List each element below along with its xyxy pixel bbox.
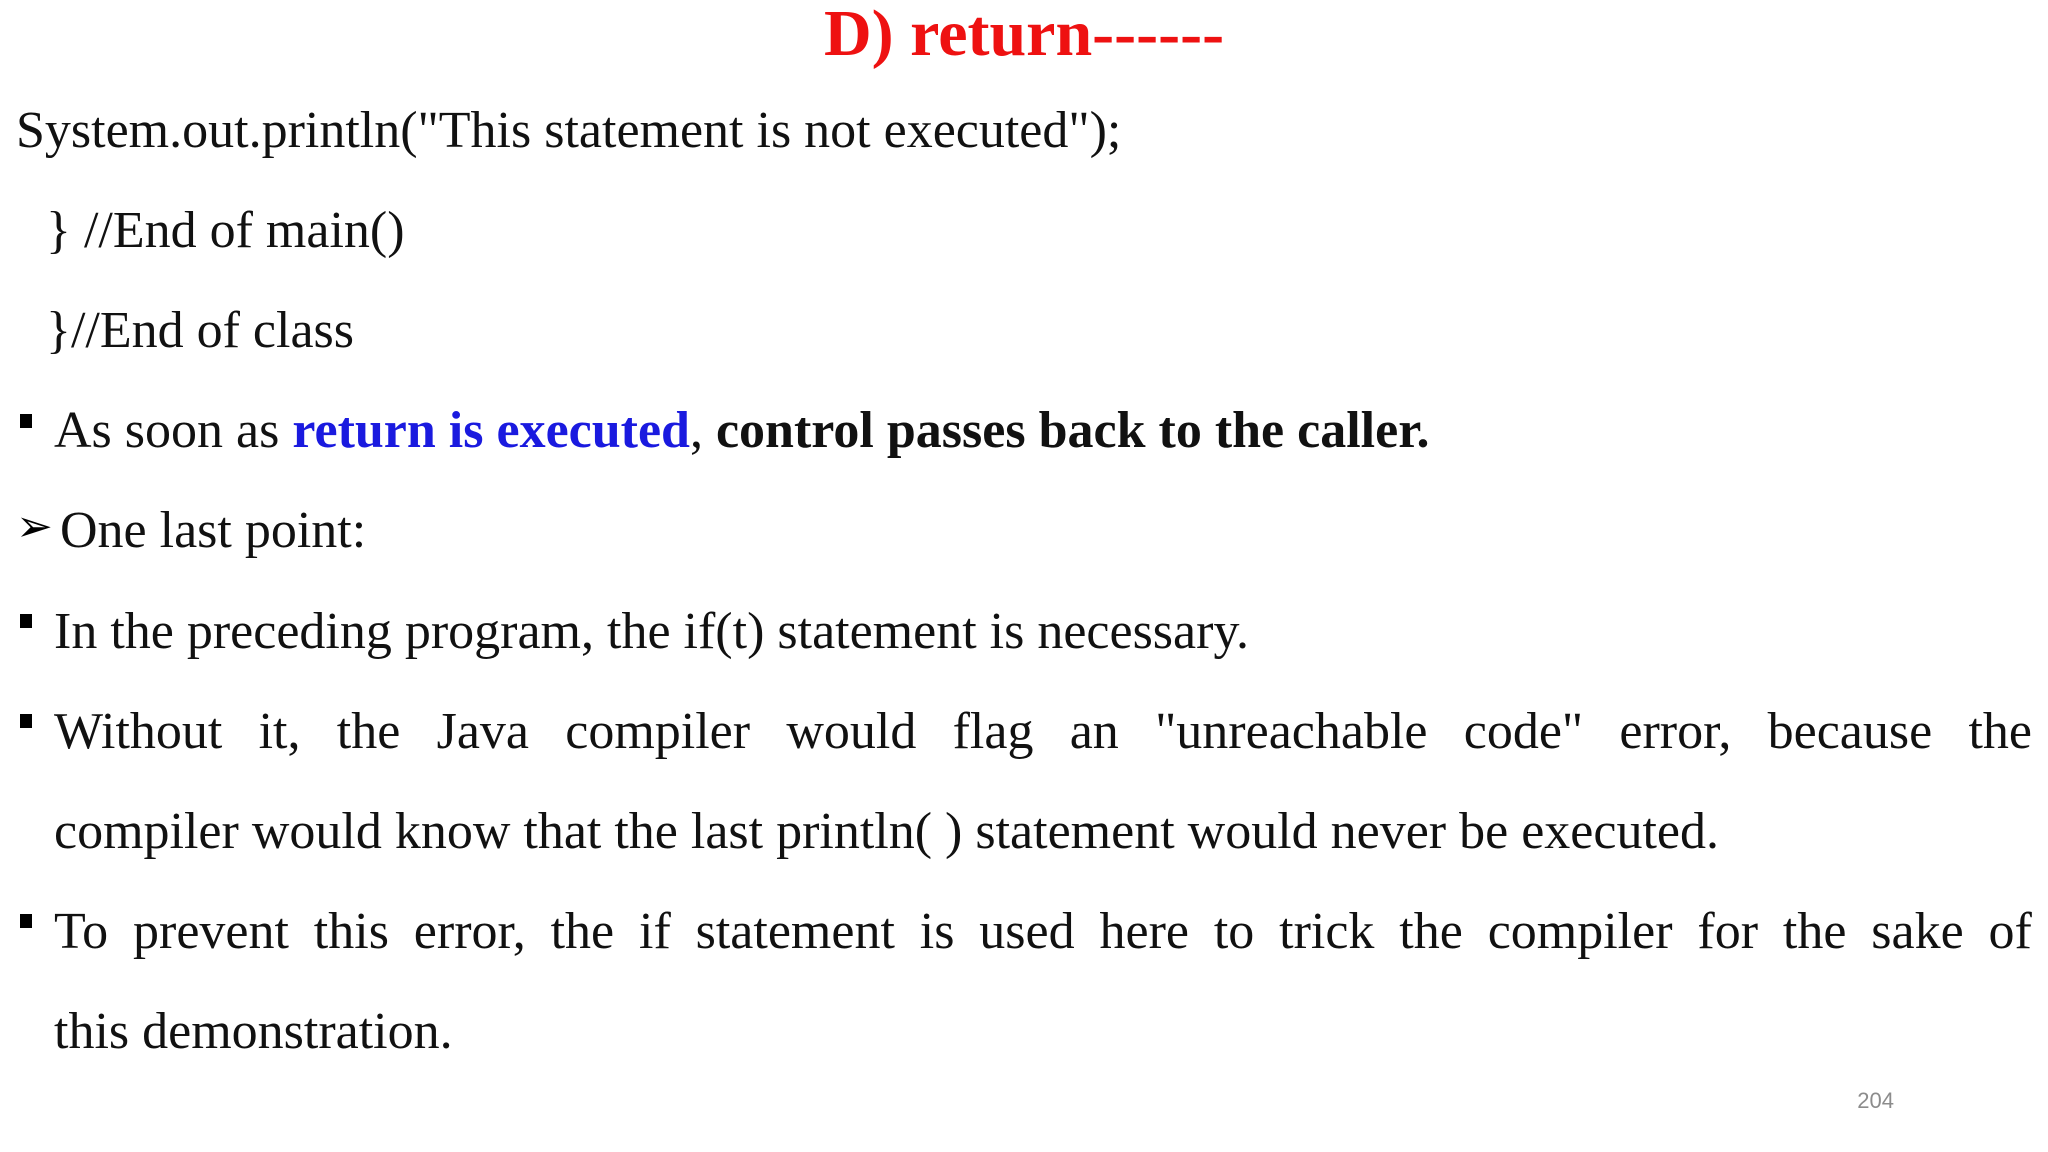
square-bullet-icon [20,614,32,628]
word: because [1767,703,1933,760]
arrow-bullet-icon: ➢ [16,501,53,552]
word: if [639,903,671,960]
word: would [786,703,917,760]
bold-control-passes: control passes back to the caller. [715,402,1430,459]
bullet-prevent-error-line1 [54,900,2032,964]
word: it, [258,703,301,760]
word: the [550,903,615,960]
page-number: 204 [1857,1088,1894,1113]
bullet-if-statement-necessary: In the preceding program, the if(t) statement is necessary. [54,603,1250,660]
code-line-end-class: }//End of class [46,302,355,359]
bullet-one-last-point: One last point: [60,502,367,559]
word: compiler [1487,903,1673,960]
bullet-prevent-error-line2: this demonstration. [54,1003,453,1060]
word: here [1099,903,1189,960]
word: is [919,903,955,960]
word: compiler [565,703,751,760]
square-bullet-icon [20,414,32,428]
word: the [1399,903,1463,960]
word: trick [1279,903,1375,960]
word: statement [695,903,895,960]
word: error, [413,903,526,960]
word: for [1697,903,1759,960]
word: prevent [133,903,289,960]
word: this [313,903,389,960]
word: an [1069,703,1119,760]
word: the [336,703,401,760]
word: of [1988,903,2032,960]
word: the [1782,903,1847,960]
word: used [979,903,1075,960]
bullet-unreachable-code-line1 [54,700,2032,764]
word: Without [54,703,223,760]
bullet-unreachable-code-line2: compiler would know that the last println( ) statement would never be executed. [54,803,1719,860]
word: the [1968,703,2032,760]
word: To [54,903,109,960]
square-bullet-icon [20,914,32,928]
word: "unreachable [1155,703,1428,760]
word: Java [436,703,529,760]
bullet-return-executed [54,399,1430,463]
word: sake [1871,903,1964,960]
word: to [1213,903,1255,960]
slide-title: D) return------ [823,0,1225,70]
code-line-println: System.out.println("This statement is not executed"); [16,102,1122,159]
word: code" [1463,703,1584,760]
bullet-text-prefix: As soon as [54,402,293,459]
square-bullet-icon [20,714,32,728]
word: error, [1619,703,1732,760]
bullet-text-separator: , [689,402,716,459]
code-line-end-main: } //End of main() [46,202,405,259]
word: flag [952,703,1034,760]
highlight-return-executed: return is executed [292,402,690,459]
